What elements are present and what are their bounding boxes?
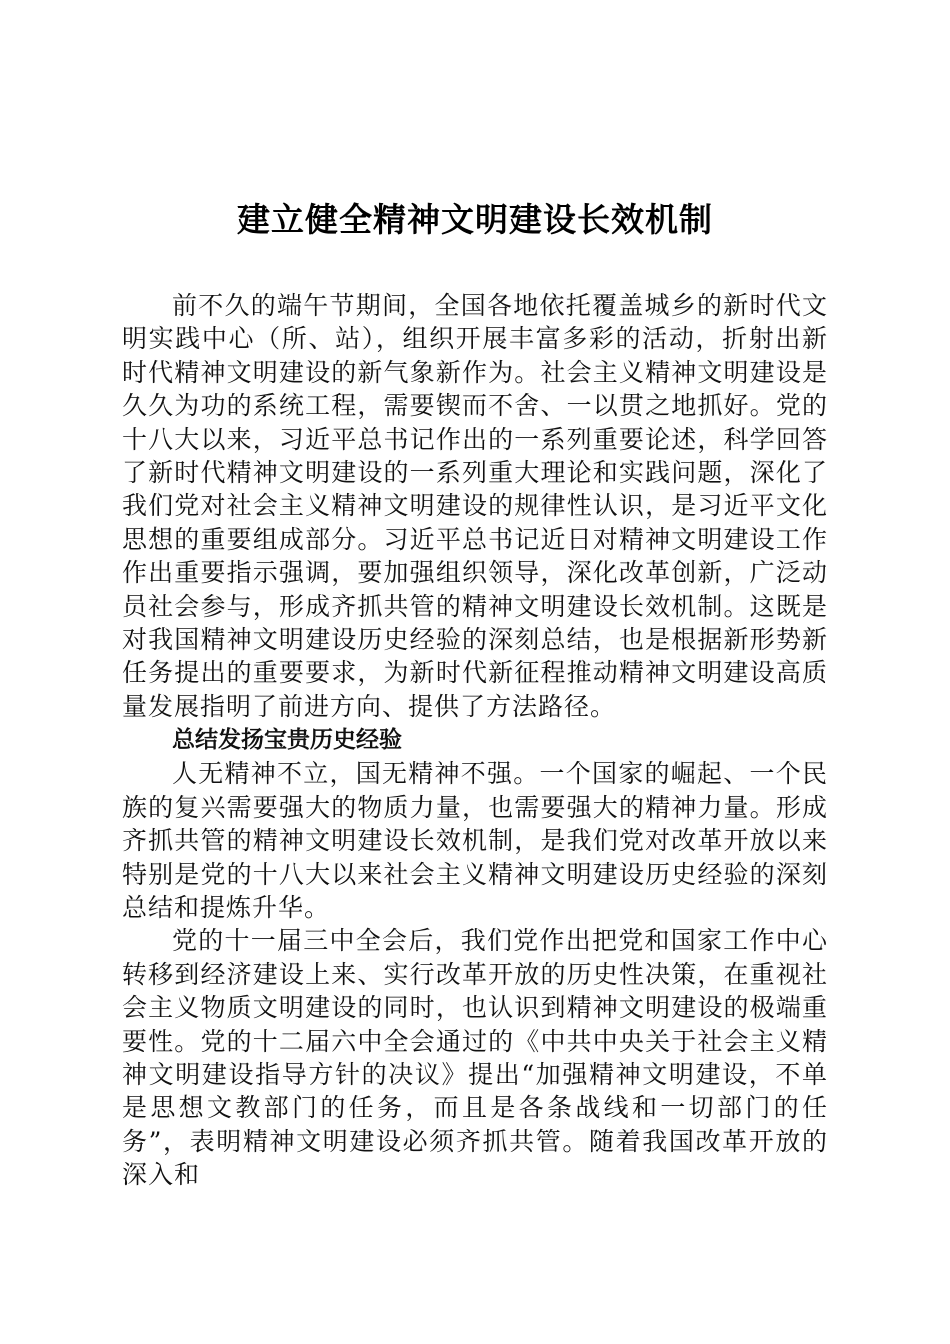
section-heading: 总结发扬宝贵历史经验 [172, 727, 402, 754]
document-title: 建立健全精神文明建设长效机制 [237, 200, 713, 239]
document-body [122, 289, 828, 1192]
section-paragraph-2: 党的十一届三中全会后，我们党作出把党和国家工作中心转移到经济建设上来、实行改革开放的历史性决策，在重视社会主义物质文明建设的同时，也认识到精神文明建设的极端重要性。党的十二届六中全会通过的《中共中央关于社会主义精神文明建设指导方针的决议》提出“加强精神文明建设，不单是思想文教部门的任务，而且是各条战线和一切部门的任务”，表明精神文明建设必须齐抓共管。随着我国改革开放的深入和 [122, 926, 828, 1190]
section-paragraph-1: 人无精神不立，国无精神不强。一个国家的崛起、一个民族的复兴需要强大的物质力量，也需要强大的精神力量。形成齐抓共管的精神文明建设长效机制，是我们党对改革开放以来特别是党的十八大以来社会主义精神文明建设历史经验的深刻总结和提炼升华。 [122, 759, 828, 922]
intro-paragraph: 前不久的端午节期间，全国各地依托覆盖城乡的新时代文明实践中心（所、站），组织开展丰富多彩的活动，折射出新时代精神文明建设的新气象新作为。社会主义精神文明建设是久久为功的系统工程，需要锲而不舍、一以贯之地抓好。党的十八大以来，习近平总书记作出的一系列重要论述，科学回答了新时代精神文明建设的一系列重大理论和实践问题，深化了我们党对社会主义精神文明建设的规律性认识，是习近平文化思想的重要组成部分。习近平总书记近日对精神文明建设工作作出重要指示强调，要加强组织领导，深化改革创新，广泛动员社会参与，形成齐抓共管的精神文明建设长效机制。这既是对我国精神文明建设历史经验的深刻总结，也是根据新形势新任务提出的重要要求，为新时代新征程推动精神文明建设高质量发展指明了前进方向、提供了方法路径。 [122, 291, 828, 721]
